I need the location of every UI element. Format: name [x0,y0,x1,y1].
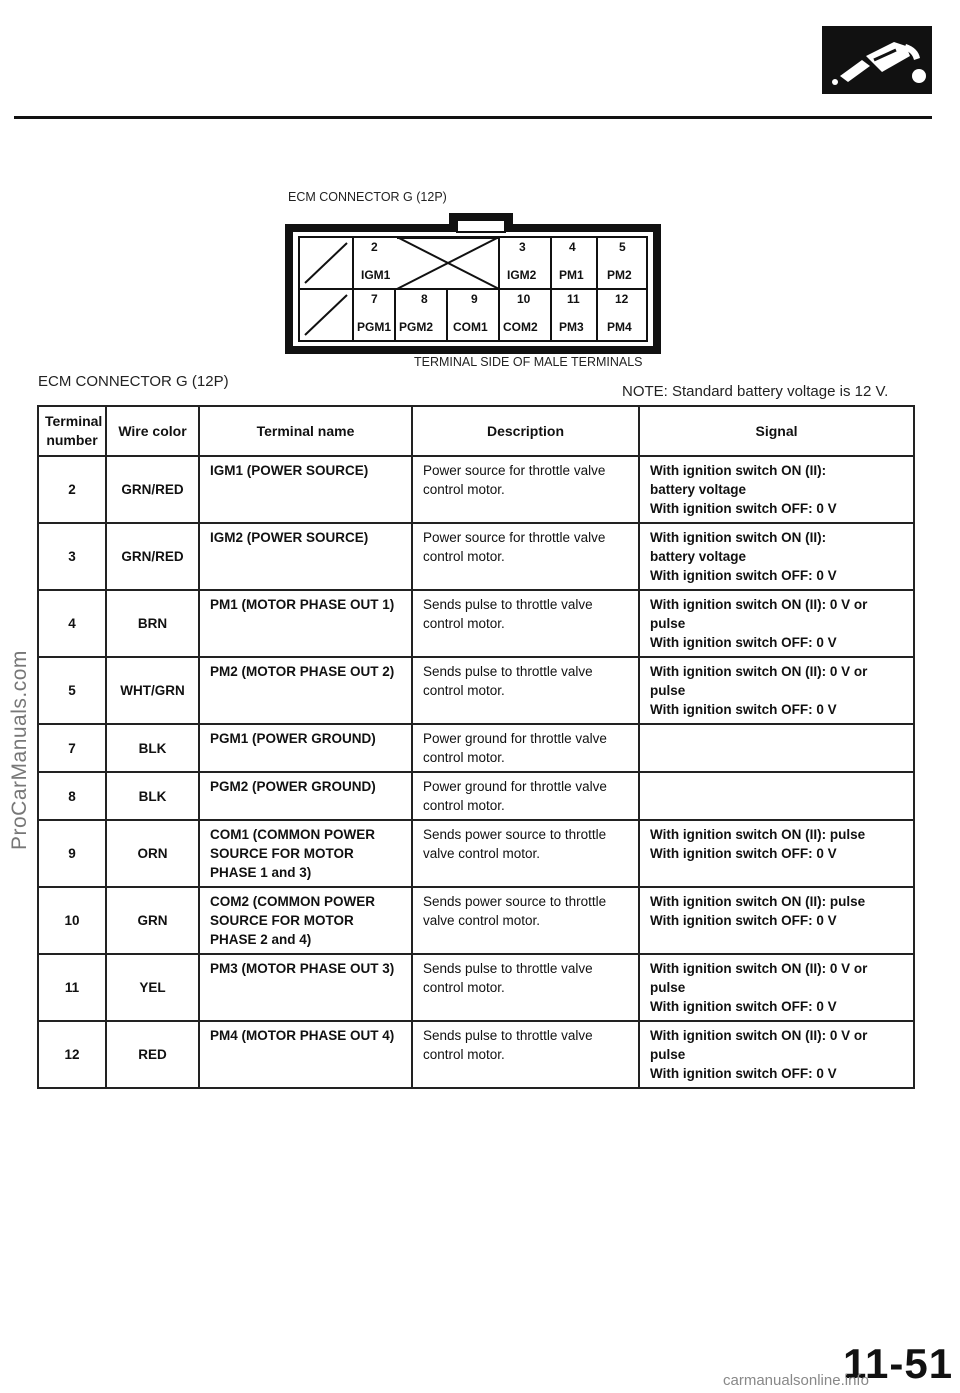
signal-line: With ignition switch OFF: 0 V [650,702,837,717]
connector-caption: ECM CONNECTOR G (12P) [288,190,447,204]
signal-line: With ignition switch OFF: 0 V [650,913,837,928]
description: Sends pulse to throttle valve control motor. [412,590,639,657]
terminal-number: 8 [38,772,106,820]
terminal-number: 9 [38,820,106,887]
table-caption: ECM CONNECTOR G (12P) [38,373,229,390]
terminal-side-caption: TERMINAL SIDE OF MALE TERMINALS [414,355,643,369]
signal [639,657,914,724]
signal-line: With ignition switch OFF: 0 V [650,501,837,516]
table-row [38,772,914,820]
connector-pin-7-name: PGM1 [357,320,392,334]
terminal-number: 3 [38,523,106,590]
fuel-nozzle-icon [822,26,932,94]
terminal-number: 7 [38,724,106,772]
table-row [38,954,914,1021]
signal [639,456,914,523]
description: Sends power source to throttle valve control motor. [412,820,639,887]
wire-color: RED [106,1021,199,1088]
description: Sends pulse to throttle valve control motor. [412,657,639,724]
terminal-number: 12 [38,1021,106,1088]
signal [639,820,914,887]
signal-line: With ignition switch OFF: 0 V [650,999,837,1014]
signal-line: With ignition switch ON (II): 0 V or [650,664,868,679]
terminal-name: IGM2 (POWER SOURCE) [199,523,412,590]
table-row [38,456,914,523]
connector-pin-4-num: 4 [569,240,576,254]
terminal-number: 4 [38,590,106,657]
header-terminal-name: Terminal name [199,406,412,456]
signal-line: pulse [650,616,686,631]
terminal-name: COM1 (COMMON POWER SOURCE FOR MOTOR PHASE 1 and 3) [199,820,412,887]
signal [639,1021,914,1088]
terminal-name: PGM1 (POWER GROUND) [199,724,412,772]
terminal-table [37,405,915,1089]
signal-line: With ignition switch OFF: 0 V [650,1066,837,1081]
header-signal: Signal [639,406,914,456]
table-row [38,657,914,724]
header-wire-color: Wire color [106,406,199,456]
wire-color: WHT/GRN [106,657,199,724]
wire-color: ORN [106,820,199,887]
signal-line: battery voltage [650,482,747,497]
table-row [38,820,914,887]
connector-pin-4-name: PM1 [559,268,584,282]
signal-line: battery voltage [650,549,747,564]
wire-color: BLK [106,724,199,772]
signal [639,954,914,1021]
connector-pin-5-num: 5 [619,240,626,254]
watermark: ProCarManuals.com [8,650,31,850]
connector-pin-3-num: 3 [519,240,526,254]
signal-line: With ignition switch OFF: 0 V [650,635,837,650]
signal-line: With ignition switch ON (II): 0 V or [650,961,868,976]
site-footer: carmanualsonline.info [723,1372,869,1389]
terminal-name: COM2 (COMMON POWER SOURCE FOR MOTOR PHASE 2 and 4) [199,887,412,954]
terminal-name: PM2 (MOTOR PHASE OUT 2) [199,657,412,724]
connector-pin-11-name: PM3 [559,320,584,334]
signal [639,772,914,820]
terminal-number: 2 [38,456,106,523]
signal [639,724,914,772]
table-row [38,1021,914,1088]
voltage-note: NOTE: Standard battery voltage is 12 V. [622,383,889,400]
connector-pin-12-name: PM4 [607,320,632,334]
terminal-name: PM3 (MOTOR PHASE OUT 3) [199,954,412,1021]
description: Sends pulse to throttle valve control motor. [412,1021,639,1088]
page-number: 11-51 [843,1340,954,1387]
connector-pin-3-name: IGM2 [507,268,537,282]
signal [639,887,914,954]
terminal-number: 10 [38,887,106,954]
wire-color: GRN [106,887,199,954]
connector-pin-10-num: 10 [517,292,531,306]
description: Power source for throttle valve control motor. [412,523,639,590]
connector-pin-5-name: PM2 [607,268,632,282]
table-header-row [38,406,914,456]
terminal-name: PM4 (MOTOR PHASE OUT 4) [199,1021,412,1088]
wire-color: BRN [106,590,199,657]
signal [639,523,914,590]
connector-pin-8-num: 8 [421,292,428,306]
connector-pin-10-name: COM2 [503,320,538,334]
connector-pin-9-name: COM1 [453,320,488,334]
description: Sends pulse to throttle valve control motor. [412,954,639,1021]
wire-color: GRN/RED [106,523,199,590]
signal-line: With ignition switch ON (II): 0 V or [650,1028,868,1043]
wire-color: BLK [106,772,199,820]
header-terminal-number: Terminal number [38,406,106,456]
table-row [38,523,914,590]
description: Sends power source to throttle valve control motor. [412,887,639,954]
signal-line: With ignition switch ON (II): pulse [650,827,866,842]
connector-pin-2-name: IGM1 [361,268,391,282]
connector-diagram [281,208,665,356]
terminal-number: 5 [38,657,106,724]
table-row [38,887,914,954]
wire-color: YEL [106,954,199,1021]
signal-line: With ignition switch OFF: 0 V [650,568,837,583]
header-rule [14,116,932,119]
connector-pin-11-num: 11 [567,292,580,306]
connector-pin-9-num: 9 [471,292,478,306]
signal-line: pulse [650,683,686,698]
terminal-name: PGM2 (POWER GROUND) [199,772,412,820]
connector-pin-12-num: 12 [615,292,629,306]
description: Power ground for throttle valve control motor. [412,724,639,772]
signal-line: With ignition switch ON (II): [650,463,827,478]
table-row [38,590,914,657]
wire-color: GRN/RED [106,456,199,523]
header-description: Description [412,406,639,456]
signal-line: pulse [650,1047,686,1062]
signal-line: With ignition switch OFF: 0 V [650,846,837,861]
description: Power source for throttle valve control motor. [412,456,639,523]
signal-line: With ignition switch ON (II): 0 V or [650,597,868,612]
description: Power ground for throttle valve control motor. [412,772,639,820]
connector-pin-7-num: 7 [371,292,378,306]
table-row [38,724,914,772]
terminal-name: IGM1 (POWER SOURCE) [199,456,412,523]
terminal-number: 11 [38,954,106,1021]
connector-pin-8-name: PGM2 [399,320,434,334]
terminal-name: PM1 (MOTOR PHASE OUT 1) [199,590,412,657]
signal-line: pulse [650,980,686,995]
signal-line: With ignition switch ON (II): pulse [650,894,866,909]
signal [639,590,914,657]
connector-pin-2-num: 2 [371,240,378,254]
signal-line: With ignition switch ON (II): [650,530,827,545]
